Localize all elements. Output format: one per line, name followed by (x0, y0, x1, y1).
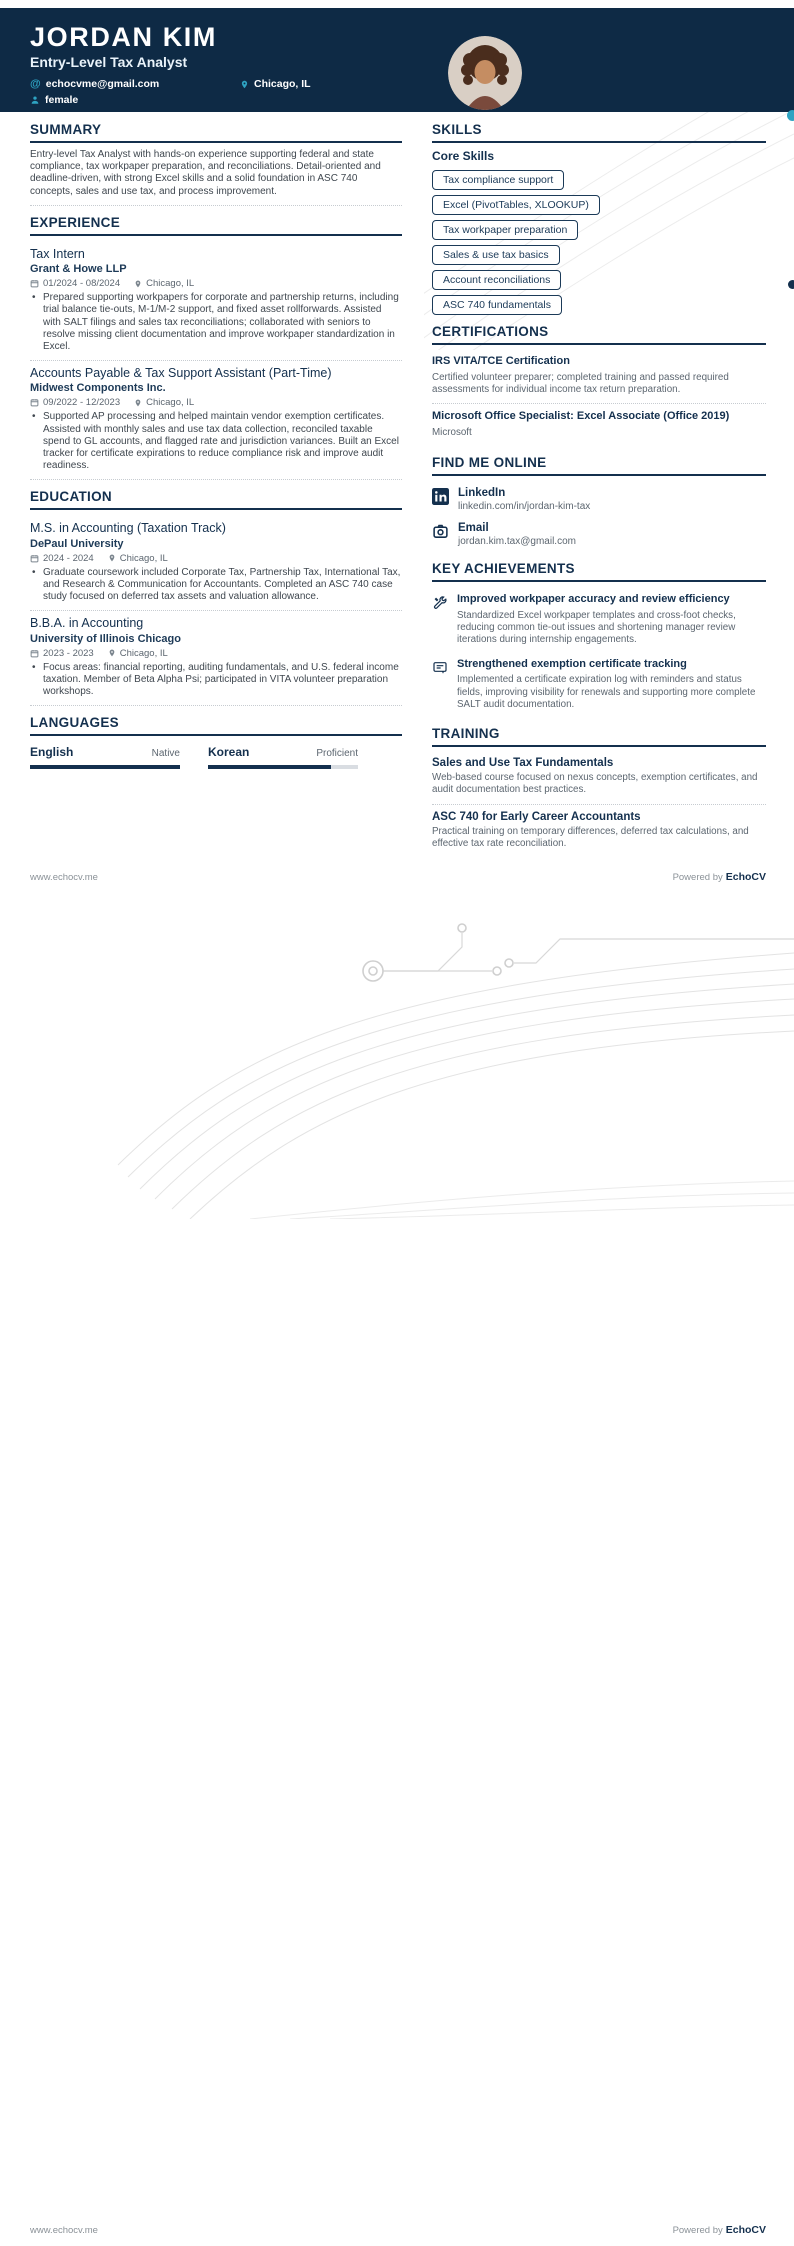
job-title: Entry-Level Tax Analyst (30, 54, 188, 71)
entry-meta (30, 553, 402, 564)
contact-row (30, 78, 764, 90)
entry-meta (30, 648, 402, 659)
online-profile-email (432, 517, 766, 552)
date-range (30, 553, 94, 564)
entry-location-text: Chicago, IL (146, 278, 195, 290)
linkedin-icon (432, 488, 449, 505)
training-title: Sales and Use Tax Fundamentals (432, 757, 614, 770)
person-icon (30, 95, 40, 105)
date-range (30, 648, 94, 659)
languages-heading: LANGUAGES (30, 715, 402, 736)
certification-desc: Certified volunteer preparer; completed training and passed required assessments for individual income tax return preparation. (432, 371, 729, 395)
find-me-online-heading: FIND ME ONLINE (432, 455, 766, 476)
contact-row (30, 94, 764, 106)
experience-heading: EXPERIENCE (30, 215, 402, 236)
certification-title: IRS VITA/TCE Certification (432, 355, 570, 367)
email-contact[interactable] (30, 78, 240, 90)
entry-location-text: Chicago, IL (119, 552, 168, 564)
experience-entry (30, 242, 402, 361)
location-pin-icon (134, 279, 142, 289)
bullet-list (32, 292, 402, 353)
entry-location (108, 648, 168, 659)
skill-tag: ASC 740 fundamentals (432, 295, 562, 315)
skill-tag: Excel (PivotTables, XLOOKUP) (432, 195, 600, 215)
powered-by (673, 2224, 766, 2236)
language-name: English (30, 745, 74, 760)
linkedin-link[interactable]: linkedin.com/in/jordan-kim-tax (458, 501, 591, 513)
bullet-item: • Supported AP processing and helped maintain vendor exemption certificates. Assisted with monthly sales and use tax data collection, reconciled taxable spend to GL accounts, and flagged rate and jurisdiction variances. Built an Excel tracker for certificate expirations to reduce compliance risk and improve audit readiness. (32, 411, 402, 472)
achievement-desc: Standardized Excel workpaper templates and cross-foot checks, reducing common tie-out issues and shortening manager review iterations during internship engagements. (457, 609, 736, 646)
degree-title: B.B.A. in Accounting (30, 616, 144, 631)
gender-contact (30, 94, 78, 106)
bullet-list (32, 662, 402, 699)
degree-title: M.S. in Accounting (Taxation Track) (30, 521, 226, 536)
email-link[interactable]: jordan.kim.tax@gmail.com (458, 536, 576, 548)
language-proficiency-bar (30, 765, 180, 769)
gender-text: female (45, 94, 79, 107)
training-desc: Web-based course focused on nexus concepts, exemption certificates, and audit documentation best practices. (432, 772, 758, 796)
job-position-title: Accounts Payable & Tax Support Assistant (Part-Time) (30, 366, 332, 381)
entry-location (134, 397, 194, 408)
location-pin-icon (108, 648, 116, 658)
avatar (448, 36, 522, 110)
key-achievements-heading: KEY ACHIEVEMENTS (432, 561, 766, 582)
skill-tag: Sales & use tax basics (432, 245, 560, 265)
date-range-text: 2024 - 2024 (43, 552, 94, 564)
summary-heading: SUMMARY (30, 122, 402, 143)
calendar-icon (30, 279, 39, 288)
calendar-icon (30, 398, 39, 407)
date-range-text: 01/2024 - 08/2024 (43, 278, 121, 290)
right-column (432, 122, 766, 857)
email-icon (432, 523, 449, 540)
training-heading: TRAINING (432, 726, 766, 747)
achievement-item (432, 588, 766, 652)
school-name: DePaul University (30, 537, 124, 550)
certification-item (432, 406, 766, 446)
online-profile-linkedin (432, 482, 766, 517)
experience-entry (30, 361, 402, 480)
training-desc: Practical training on temporary differences, deferred tax calculations, and effective tax rate reconciliation. (432, 825, 749, 849)
date-range-text: 2023 - 2023 (43, 647, 94, 659)
online-label: LinkedIn (458, 487, 506, 500)
entry-location-text: Chicago, IL (119, 647, 168, 659)
powered-by-text: Powered by (672, 2225, 723, 2236)
location-text: Chicago, IL (254, 78, 311, 91)
skills-heading: SKILLS (432, 122, 766, 143)
skills-list (432, 170, 766, 315)
entry-location (134, 278, 194, 289)
language-proficiency-fill (30, 765, 180, 769)
decorative-dot (787, 110, 794, 121)
page-footer (0, 871, 794, 883)
entry-meta (30, 397, 402, 408)
language-item (30, 745, 180, 769)
brand-link[interactable]: EchoCV (725, 2224, 766, 2236)
language-name: Korean (208, 745, 250, 760)
calendar-icon (30, 649, 39, 658)
left-column (30, 122, 402, 857)
bullet-item: • Graduate coursework included Corporate Tax, Partnership Tax, International Tax, and Research & Communication for Accountants. Completed an ASC 740 case study focused on deferred tax assets and valuation allowance. (32, 567, 402, 604)
education-heading: EDUCATION (30, 489, 402, 510)
school-name: University of Illinois Chicago (30, 632, 181, 645)
training-item (432, 753, 766, 804)
language-proficiency-fill (208, 765, 331, 769)
bullet-item: • Focus areas: financial reporting, auditing fundamentals, and U.S. federal income taxation. Member of Beta Alpha Psi; participated in VITA volunteer preparation workshops. (32, 662, 402, 699)
powered-by (673, 871, 766, 883)
header (0, 8, 794, 112)
education-entry (30, 516, 402, 611)
bullet-item: • Prepared supporting workpapers for corporate and partnership returns, including trial balance tie-outs, M-1/M-2 support, and fixed asset rollforwards. Assisted with SALT filings and sales tax reconciliations; collaborated with seniors to resolve missing client documentation and improve workpaper standardization in Excel. (32, 292, 402, 353)
skill-tag: Tax compliance support (432, 170, 564, 190)
brand-link[interactable]: EchoCV (725, 871, 766, 884)
achievement-title: Improved workpaper accuracy and review efficiency (457, 593, 730, 606)
tools-icon (432, 595, 448, 611)
resume-body (0, 112, 794, 857)
person-name: JORDAN KIM (30, 22, 218, 52)
entry-meta (30, 278, 402, 289)
date-range (30, 397, 120, 408)
language-proficiency-bar (208, 765, 358, 769)
entry-location (108, 553, 168, 564)
certifications-heading: CERTIFICATIONS (432, 324, 766, 345)
site-link[interactable]: www.echocv.me (30, 2224, 98, 2236)
bullet-list (32, 567, 402, 604)
language-level: Native (151, 748, 180, 760)
certification-title: Microsoft Office Specialist: Excel Associate (Office 2019) (432, 410, 730, 423)
site-link[interactable]: www.echocv.me (30, 871, 98, 883)
company-name: Grant & Howe LLP (30, 263, 127, 276)
achievement-item (432, 653, 766, 717)
summary-text: Entry-level Tax Analyst with hands-on experience supporting federal and state compliance, tax workpaper preparation, and reconciliations. Detail-oriented and deadline-driven, with strong Excel skills and a solid foundation in ASC 740 concepts, sales and use tax, and process improvement. (30, 149, 402, 206)
training-title: ASC 740 for Early Career Accountants (432, 810, 641, 823)
certification-desc: Microsoft (432, 426, 472, 438)
skill-tag: Tax workpaper preparation (432, 220, 578, 240)
achievement-title: Strengthened exemption certificate tracking (457, 657, 687, 670)
language-level: Proficient (316, 748, 358, 760)
education-entry (30, 611, 402, 706)
skill-tag: Account reconciliations (432, 270, 561, 290)
decorative-curves-mid (0, 889, 794, 1219)
job-position-title: Tax Intern (30, 246, 85, 261)
at-icon: @ (30, 78, 41, 91)
entry-location-text: Chicago, IL (146, 397, 195, 409)
date-range-text: 09/2022 - 12/2023 (43, 397, 121, 409)
training-item (432, 807, 766, 857)
language-item (208, 745, 358, 769)
page-footer (0, 2224, 794, 2236)
certification-item (432, 351, 766, 404)
certificate-icon (432, 660, 448, 676)
online-label: Email (458, 522, 489, 535)
email-text: echocvme@gmail.com (45, 78, 160, 91)
languages-list (30, 742, 402, 769)
company-name: Midwest Components Inc. (30, 382, 166, 395)
location-pin-icon (134, 398, 142, 408)
location-pin-icon (240, 79, 249, 90)
powered-by-text: Powered by (672, 872, 723, 884)
decorative-dot (788, 280, 794, 289)
location-pin-icon (108, 553, 116, 563)
calendar-icon (30, 554, 39, 563)
location-contact (240, 78, 311, 90)
skills-group-label: Core Skills (432, 149, 495, 163)
achievement-desc: Implemented a certificate expiration log with reminders and status fields, improving visibility for renewals and supporting more complete SALT audit documentation. (457, 674, 756, 710)
bullet-list (32, 411, 402, 472)
date-range (30, 278, 120, 289)
